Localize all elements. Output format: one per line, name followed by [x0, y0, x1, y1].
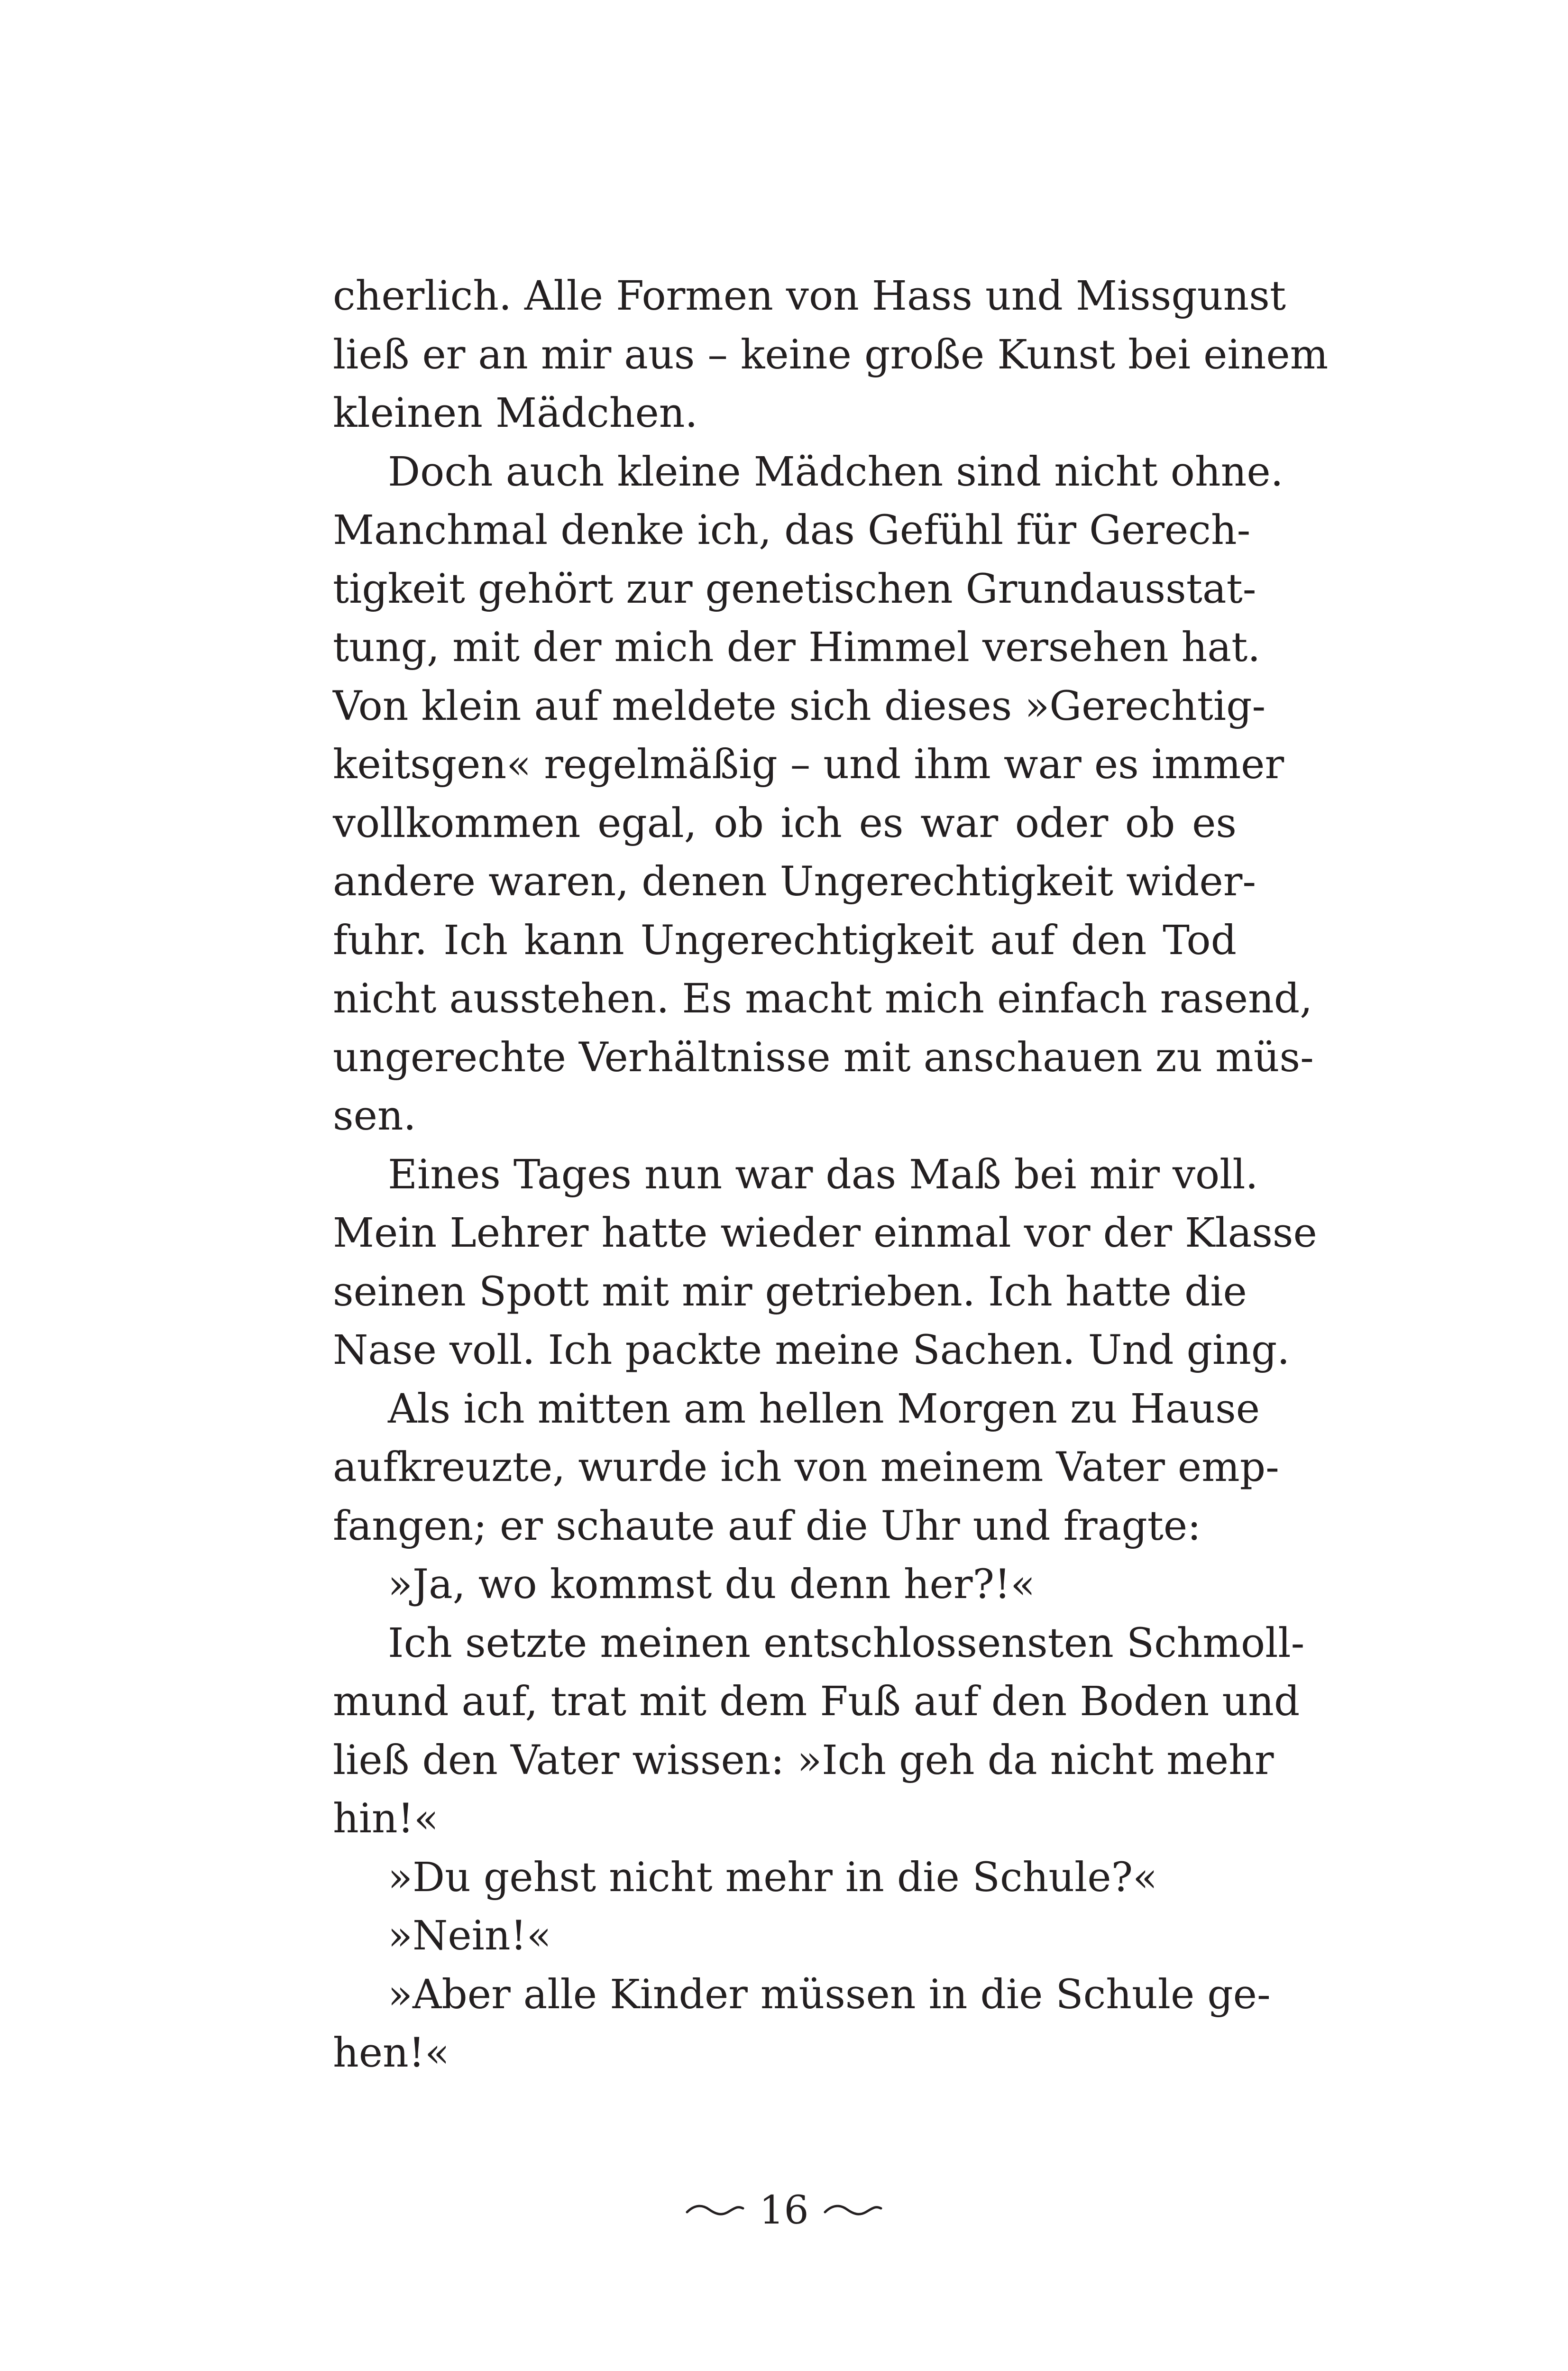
text-line: Von klein auf meldete sich dieses »Gerechtig- — [333, 682, 1266, 730]
text-line: sen. — [333, 1093, 416, 1140]
text-line: mund auf, trat mit dem Fuß auf den Boden und — [333, 1678, 1300, 1725]
text-line: vollkommen egal, ob ich es war oder ob es — [333, 800, 1237, 847]
text-line: hin!« — [333, 1795, 439, 1842]
swash-right-icon — [822, 2201, 884, 2220]
text-line: keitsgen« regelmäßig – und ihm war es immer — [333, 741, 1284, 788]
text-line: »Ja, wo kommst du denn her?!« — [388, 1561, 1036, 1608]
text-line: aufkreuzte, wurde ich von meinem Vater emp- — [333, 1444, 1279, 1491]
text-line: Als ich mitten am hellen Morgen zu Hause — [388, 1385, 1260, 1433]
text-line: tigkeit gehört zur genetischen Grundausstat- — [333, 565, 1256, 613]
text-line: »Nein!« — [388, 1912, 551, 1959]
text-line: »Du gehst nicht mehr in die Schule?« — [388, 1854, 1158, 1901]
swash-left-icon — [684, 2201, 746, 2220]
text-line: Eines Tages nun war das Maß bei mir voll. — [388, 1151, 1258, 1198]
text-line: ließ den Vater wissen: »Ich geh da nicht mehr — [333, 1737, 1274, 1784]
text-line: Nase voll. Ich packte meine Sachen. Und ging. — [333, 1327, 1290, 1374]
text-line: andere waren, denen Ungerechtigkeit wider- — [333, 858, 1256, 905]
text-line: nicht ausstehen. Es macht mich einfach rasend, — [333, 975, 1313, 1022]
body-text — [333, 267, 1329, 2083]
text-line: kleinen Mädchen. — [333, 390, 698, 437]
text-line: fuhr. Ich kann Ungerechtigkeit auf den Tod — [333, 917, 1237, 964]
text-line: hen!« — [333, 2030, 449, 2077]
text-line: tung, mit der mich der Himmel versehen hat. — [333, 624, 1261, 671]
text-line: fangen; er schaute auf die Uhr und fragte: — [333, 1502, 1201, 1550]
text-line: »Aber alle Kinder müssen in die Schule ge- — [388, 1971, 1271, 2018]
page-footer — [0, 2187, 1568, 2234]
text-line: Ich setzte meinen entschlossensten Schmoll- — [388, 1619, 1305, 1667]
page-number: 16 — [759, 2187, 809, 2233]
text-line: Doch auch kleine Mädchen sind nicht ohne. — [388, 448, 1284, 496]
text-line: cherlich. Alle Formen von Hass und Missgunst — [333, 273, 1286, 320]
text-line: ungerechte Verhältnisse mit anschauen zu müs- — [333, 1034, 1314, 1081]
text-line: ließ er an mir aus – keine große Kunst bei einem — [333, 331, 1329, 378]
text-line: Mein Lehrer hatte wieder einmal vor der Klasse — [333, 1210, 1317, 1257]
text-line: Manchmal denke ich, das Gefühl für Gerech- — [333, 507, 1251, 554]
text-line: seinen Spott mit mir getrieben. Ich hatte die — [333, 1268, 1247, 1315]
